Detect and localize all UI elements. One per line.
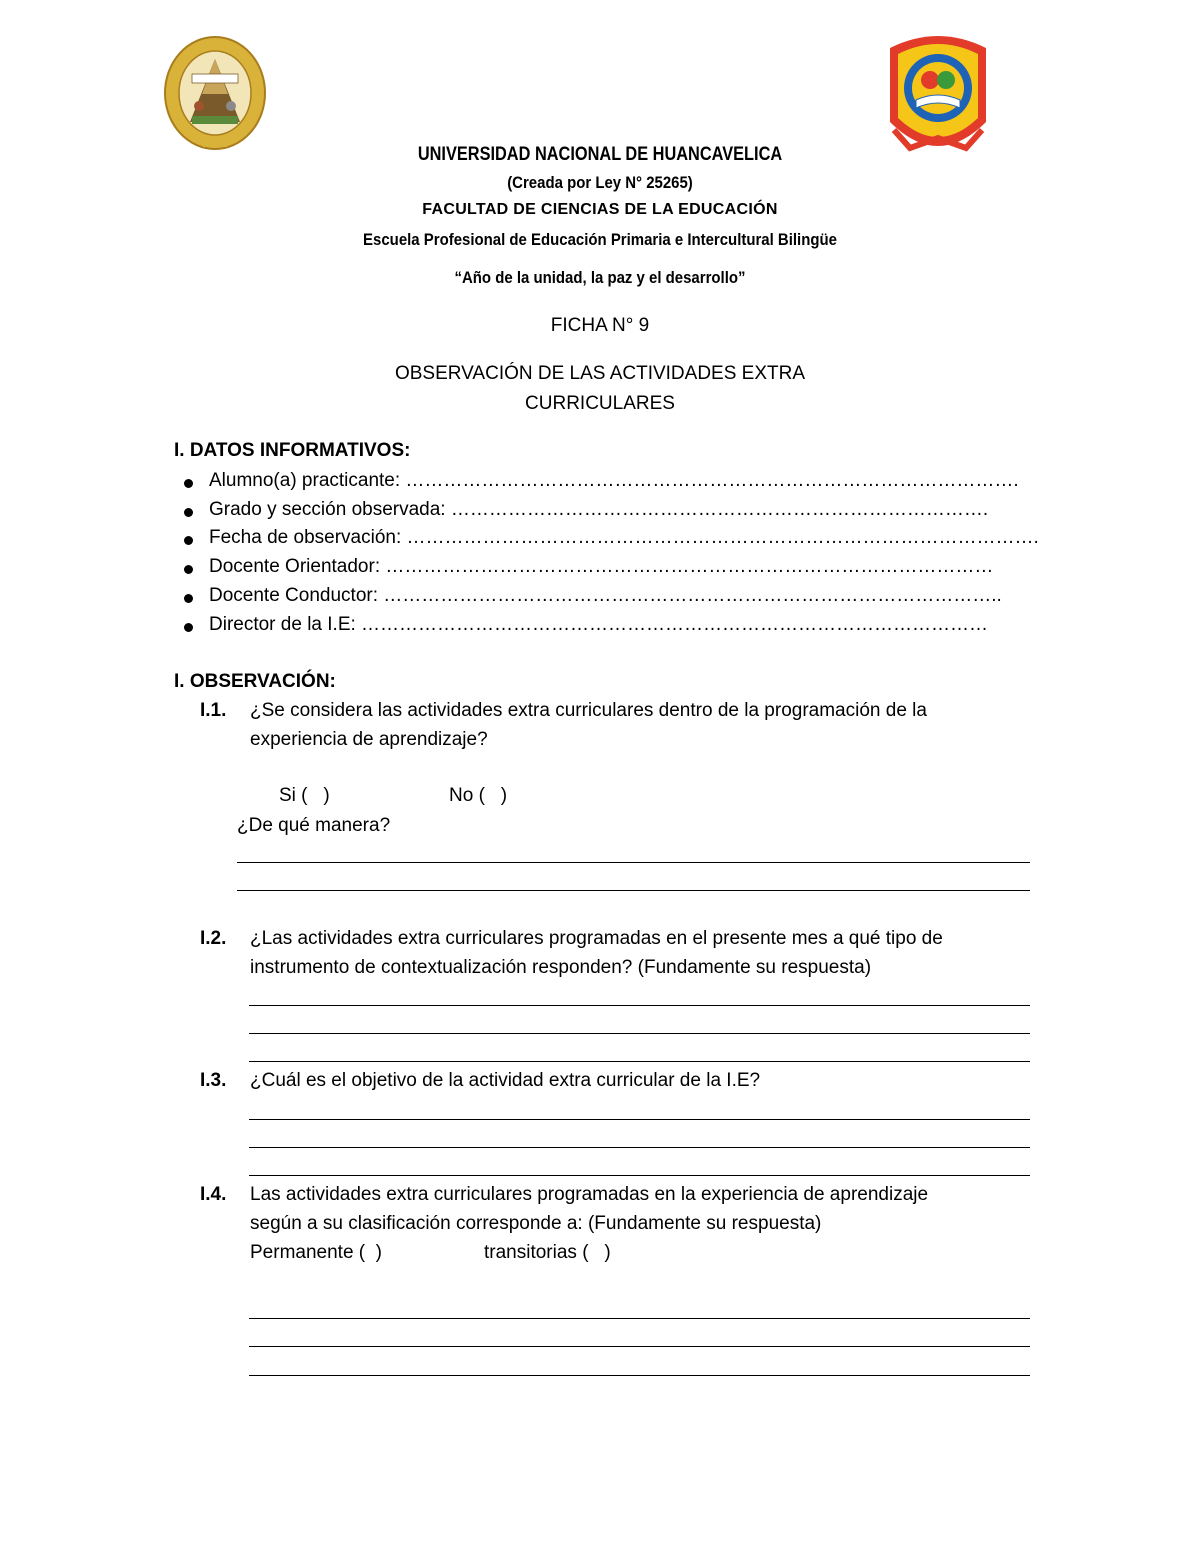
question-text: instrumento de contextualización responden? (Fundamente su respuesta) — [250, 957, 872, 978]
answer-line — [237, 862, 1030, 863]
question-text: Las actividades extra curriculares programadas en la experiencia de aprendizaje — [250, 1184, 929, 1205]
answer-line — [249, 1061, 1030, 1062]
university-seal-logo — [162, 34, 268, 152]
question-number: I.1. — [200, 700, 227, 721]
creation-law: (Creada por Ley N° 25265) — [507, 173, 693, 192]
answer-line — [249, 1318, 1030, 1319]
question-text: ¿Se considera las actividades extra curriculares dentro de la programación de la — [250, 700, 927, 721]
option-no: No ( ) — [449, 785, 508, 806]
question-text: ¿Las actividades extra curriculares programadas en el presente mes a qué tipo de — [250, 928, 943, 949]
answer-line — [249, 1346, 1030, 1347]
question-text: según a su clasificación corresponde a: (Fundamente su respuesta) — [250, 1213, 822, 1234]
answer-line — [249, 1175, 1030, 1176]
question-number: I.4. — [200, 1184, 227, 1205]
option-yes: Si ( ) — [279, 785, 330, 806]
answer-line — [249, 1375, 1030, 1376]
answer-line — [249, 1033, 1030, 1034]
ficha-number: FICHA N° 9 — [550, 315, 650, 336]
faculty-emblem-logo — [880, 30, 996, 160]
year-motto: “Año de la unidad, la paz y el desarrollo” — [454, 268, 746, 287]
question-number: I.3. — [200, 1070, 227, 1091]
document-title-line1: OBSERVACIÓN DE LAS ACTIVIDADES EXTRA — [394, 363, 806, 384]
option-transitorias: transitorias ( ) — [484, 1242, 611, 1263]
answer-line — [249, 1005, 1030, 1006]
follow-up-question: ¿De qué manera? — [237, 815, 391, 836]
question-text: ¿Cuál es el objetivo de la actividad extra curricular de la I.E? — [250, 1070, 761, 1091]
datos-heading: I. DATOS INFORMATIVOS: — [174, 440, 411, 461]
faculty-emblem-icon — [880, 30, 996, 160]
faculty-name: FACULTAD DE CIENCIAS DE LA EDUCACIÓN — [422, 201, 778, 218]
university-name: UNIVERSIDAD NACIONAL DE HUANCAVELICA — [417, 144, 783, 165]
school-name: Escuela Profesional de Educación Primaria e Intercultural Bilingüe — [363, 230, 837, 249]
question-text: experiencia de aprendizaje? — [250, 729, 488, 750]
university-seal-icon — [162, 34, 268, 152]
document-title-line2: CURRICULARES — [525, 393, 675, 414]
answer-line — [249, 1147, 1030, 1148]
answer-line — [249, 1119, 1030, 1120]
option-permanente: Permanente ( ) — [250, 1242, 382, 1263]
question-number: I.2. — [200, 928, 227, 949]
answer-line — [237, 890, 1030, 891]
observacion-heading: I. OBSERVACIÓN: — [174, 671, 336, 692]
